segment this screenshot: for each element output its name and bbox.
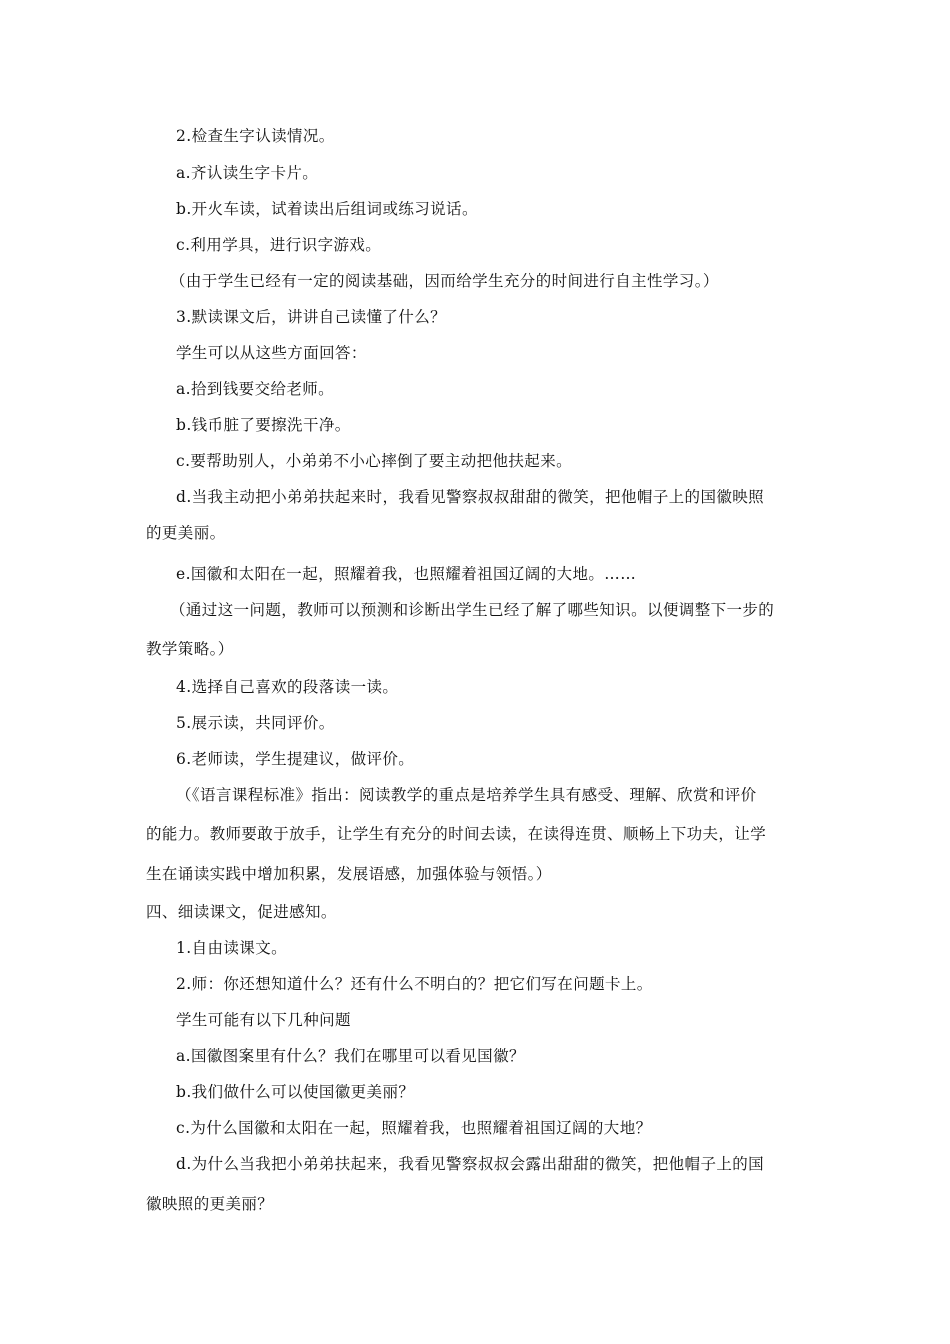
- text-line: a.齐认读生字卡片。: [176, 164, 319, 182]
- text-line: 教学策略。）: [146, 640, 234, 658]
- text-line: a.拾到钱要交给老师。: [176, 380, 335, 398]
- section-heading: 四、细读课文，促进感知。: [146, 903, 337, 921]
- text-line: d.为什么当我把小弟弟扶起来，我看见警察叔叔会露出甜甜的微笑，把他帽子上的国: [176, 1155, 765, 1173]
- text-line: （由于学生已经有一定的阅读基础，因而给学生充分的时间进行自主性学习。）: [170, 272, 719, 290]
- text-line: e.国徽和太阳在一起，照耀着我，也照耀着祖国辽阔的大地。……: [176, 565, 637, 583]
- text-line: 3.默读课文后，讲讲自己读懂了什么？: [176, 308, 446, 326]
- text-line: （通过这一问题，教师可以预测和诊断出学生已经了解了哪些知识。以便调整下一步的: [170, 601, 775, 619]
- text-line: c.利用学具，进行识字游戏。: [176, 236, 382, 254]
- text-line: 2.师：你还想知道什么？还有什么不明白的？把它们写在问题卡上。: [176, 975, 653, 993]
- text-line: 的更美丽。: [146, 524, 226, 542]
- text-line: 的能力。教师要敢于放手，让学生有充分的时间去读，在读得连贯、顺畅上下功夫，让学: [146, 825, 767, 843]
- text-line: b.开火车读，试着读出后组词或练习说话。: [176, 200, 478, 218]
- text-line: b.我们做什么可以使国徽更美丽？: [176, 1083, 415, 1101]
- text-line: c.为什么国徽和太阳在一起，照耀着我，也照耀着祖国辽阔的大地？: [176, 1119, 652, 1137]
- text-line: 1.自由读课文。: [176, 939, 287, 957]
- text-line: b.钱币脏了要擦洗干净。: [176, 416, 351, 434]
- text-line: （《语言课程标准》指出：阅读教学的重点是培养学生具有感受、理解、欣赏和评价: [176, 786, 757, 804]
- text-line: d.当我主动把小弟弟扶起来时，我看见警察叔叔甜甜的微笑，把他帽子上的国徽映照: [176, 488, 765, 506]
- text-line: 学生可以从这些方面回答：: [176, 344, 367, 362]
- text-line: 徽映照的更美丽？: [146, 1195, 274, 1213]
- text-line: 学生可能有以下几种问题: [176, 1011, 351, 1029]
- text-line: 4.选择自己喜欢的段落读一读。: [176, 678, 399, 696]
- text-line: 生在诵读实践中增加积累，发展语感，加强体验与领悟。）: [146, 865, 552, 883]
- text-line: a.国徽图案里有什么？我们在哪里可以看见国徽？: [176, 1047, 525, 1065]
- text-line: 6.老师读，学生提建议，做评价。: [176, 750, 415, 768]
- text-line: 5.展示读，共同评价。: [176, 714, 335, 732]
- text-line: c.要帮助别人，小弟弟不小心摔倒了要主动把他扶起来。: [176, 452, 573, 470]
- text-line: 2.检查生字认读情况。: [176, 127, 335, 145]
